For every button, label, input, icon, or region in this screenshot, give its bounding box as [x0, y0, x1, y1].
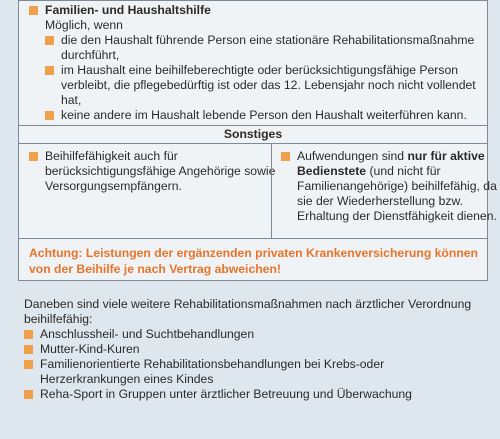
sonstiges-right-text: Aufwendungen sind nur für aktive Bedienstete (und nicht für Familienangehörige) beihilfefähig, da sie der Wiederherstellung bzw. Erhaltung der Dienstfähigkeit dienen.: [297, 149, 497, 223]
list-item: [24, 387, 484, 402]
orange-bullet-icon: [24, 345, 33, 354]
list-item-text: die den Haushalt führende Person eine stationäre Rehabilitationsmaßnahme durchführt,: [61, 33, 475, 62]
divider: [19, 238, 487, 239]
familienhilfe-list: [29, 33, 479, 123]
sonstiges-heading: Sonstiges: [223, 127, 283, 141]
list-item-text: Reha-Sport in Gruppen unter ärztlicher Betreuung und Überwachung: [40, 387, 412, 401]
list-item: [45, 63, 479, 108]
orange-bullet-icon: [45, 36, 54, 45]
list-item: [45, 33, 479, 63]
weitere-list: [24, 327, 484, 402]
column-divider: [271, 143, 272, 238]
familienhilfe-heading: [29, 3, 479, 18]
info-box: [18, 0, 497, 281]
divider: [19, 143, 487, 144]
orange-bullet-icon: [24, 330, 33, 339]
orange-bullet-icon: [24, 360, 33, 369]
weitere-section: [24, 297, 484, 402]
orange-bullet-icon: [45, 66, 54, 75]
list-item-text: im Haushalt eine beihilfeberechtigte oder berücksichtigungsfähige Person verbleibt, die pflegebedürftig ist oder das 12. Lebensjahr noch nicht vollendet hat,: [61, 63, 476, 107]
list-item-text: Anschlussheil- und Suchtbehandlungen: [40, 327, 255, 341]
familienhilfe-intro: Möglich, wenn: [45, 18, 123, 32]
familienhilfe-title: Familien- und Haushaltshilfe: [45, 3, 211, 17]
list-item-text: Familienorientierte Rehabilitationsbehandlungen bei Krebs-oder Herzerkrankungen eines Kindes: [40, 357, 385, 386]
list-item: [45, 108, 479, 123]
warning-text: Achtung: Leistungen der ergänzenden privaten Krankenversicherung können von der Beihilfe je nach Vertrag abweichen!: [29, 246, 478, 276]
sonstiges-left-text: Beihilfefähigkeit auch für berücksichtigungsfähige Angehörige sowie Versorgungsempfängern.: [45, 149, 276, 193]
list-item: [24, 357, 484, 387]
list-item-text: Mutter-Kind-Kuren: [40, 342, 140, 356]
orange-bullet-icon: [45, 111, 54, 120]
list-item: [24, 342, 484, 357]
orange-bullet-icon: [24, 390, 33, 399]
sonstiges-right-cell: [281, 149, 497, 224]
familienhilfe-section: [29, 3, 479, 123]
orange-bullet-icon: [29, 152, 38, 161]
sonstiges-left-cell: [29, 149, 281, 194]
orange-bullet-icon: [29, 6, 38, 15]
list-item-text: keine andere im Haushalt lebende Person den Haushalt weiterführen kann.: [61, 108, 467, 122]
list-item: [24, 327, 484, 342]
orange-bullet-icon: [281, 152, 290, 161]
weitere-intro: Daneben sind viele weitere Rehabilitationsmaßnahmen nach ärztlicher Verordnung beihilfefähig:: [24, 297, 472, 326]
